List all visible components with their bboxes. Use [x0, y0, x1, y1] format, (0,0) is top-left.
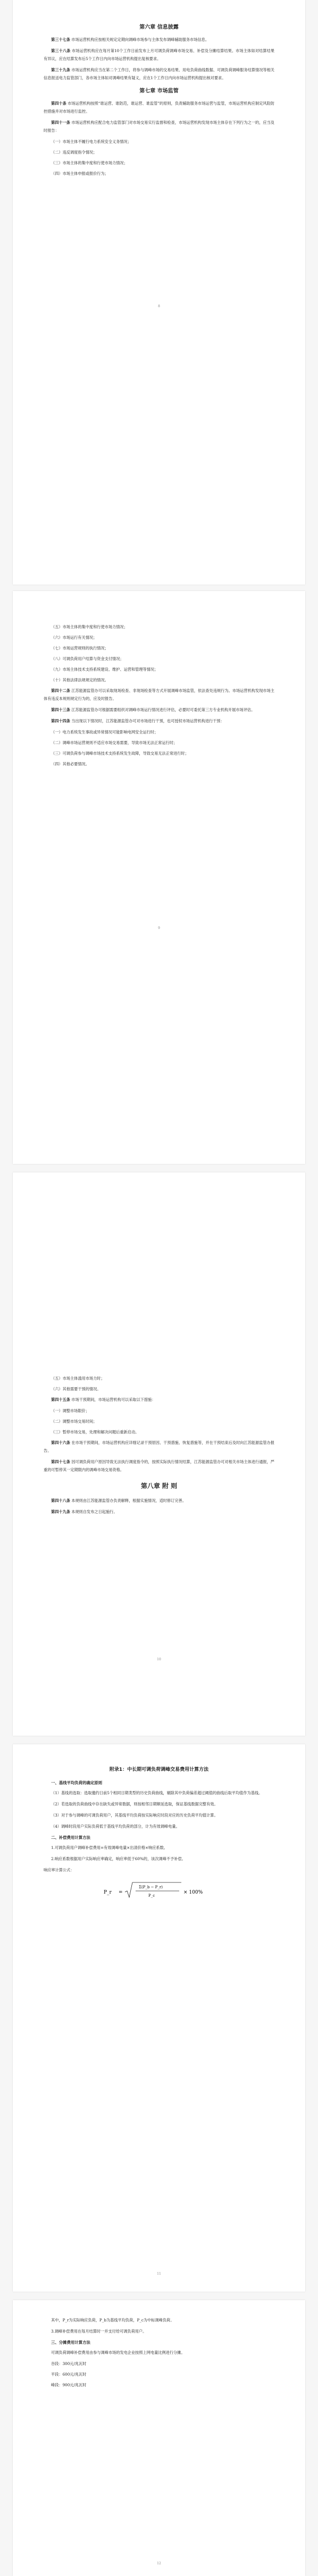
page-5-content — [44, 2316, 274, 2392]
formula-equals: = — [119, 1890, 123, 1895]
list-item: （三）市场主体的集中度和行使市场力情况； — [51, 161, 128, 165]
denominator: P_c — [148, 1894, 155, 1898]
list-item: （一）调整市场限价； — [51, 1408, 89, 1413]
list-item: （五）市场主体滥用市场力时； — [51, 1376, 105, 1381]
paragraph: 其中，P_r为实际响应负荷，P_b为基线平均负荷，P_c为中标调峰负荷。 — [51, 2318, 174, 2322]
list-item: （四）市场主体申报或报价行为； — [51, 171, 108, 176]
numerator: Σ(P_b − P_r) — [139, 1885, 163, 1889]
paragraph: （4）调峰时段用户实际负荷低于基线平均负荷的部分，计为有效调峰电量。 — [51, 1824, 180, 1829]
article-38: 第三十八条 市场运营机构应在每月第10个工作日前发布上月可调负荷调峰市场交易、补偿及分摊结算结果。市场主体如对结算结果有异议，应在结算发布后5个工作日内向市场运营机构提出复核要求。 — [44, 48, 274, 61]
section-heading: 一、基线平均负荷的确定原则 — [51, 1780, 103, 1785]
page-number: 9 — [158, 926, 160, 930]
document-page-5 — [13, 2300, 305, 2576]
formula-graphic — [101, 1879, 217, 1904]
article-37: 第三十七条 市场运营机构应按相关规定定期向调峰市场参与主体发布调峰辅助服务市场信息。 — [51, 37, 210, 42]
article-48: 第四十八条 本规则由江苏能源监管办负责解释，根据实施情况，适时修订完善。 — [51, 1498, 186, 1503]
page-number: 10 — [157, 1658, 161, 1661]
formula-label: 响应率计算公式： — [44, 1868, 74, 1872]
article-39: 第三十九条 市场运营机构应当在第二个工作日，将参与调峰市场的交易结果、用电负荷曲线数据、可调负荷调峰服务结算情况等相关信息报送电力监管部门，各市场主体如对调峰结果有疑义，应在1个工作日内向市场运营机构提出核对要求。 — [44, 67, 274, 80]
page-number: 8 — [158, 305, 160, 308]
page-1-content — [44, 18, 274, 180]
list-item: （四）其他必要情况。 — [51, 762, 89, 766]
document-page-4 — [13, 1744, 305, 2292]
article-41: 第四十一条 市场运营机构应配合电力监管部门对市场交易实行监督和检查，市场运营机构发现市场主体存在下列行为之一的，应当及时报告： — [44, 120, 274, 133]
paragraph: （2）若选取的负荷曲线中存在缺失或异常数据，则按相邻日期顺延选取，保证基线数据完整有效。 — [51, 1802, 218, 1806]
paragraph: 可调负荷调峰补偿费用由参与调峰市场的发电企业按照上网电量比例进行分摊。 — [51, 2350, 185, 2355]
list-item: （六）其他需要干预的情况。 — [51, 1387, 101, 1391]
page-number: 11 — [157, 2272, 161, 2276]
section-heading: 三、分摊费用计算方法 — [51, 2340, 90, 2345]
tariff-item: 谷段：300元/兆瓦时 — [51, 2361, 87, 2366]
document-page-1 — [13, 0, 305, 585]
chapter-8-title: 第八章 附 则 — [140, 1482, 178, 1490]
list-item: （五）市场主体的集中度和行使市场力情况； — [51, 624, 128, 629]
page-number: 12 — [157, 2562, 161, 2565]
document-page-3 — [13, 1172, 305, 1736]
paragraph: 1.可调负荷用户调峰补偿费用=有效调峰电量×出清价格×响应系数。 — [51, 1845, 168, 1850]
formula-variable: P_r — [104, 1890, 112, 1895]
page-3-content — [44, 1374, 274, 1519]
formula-multiplier: × 100% — [183, 1890, 203, 1895]
list-item: （八）可调负荷用户结算与资金支付情况； — [51, 656, 124, 661]
page-4-content — [44, 1762, 274, 1910]
list-item: （三）可调负荷参与调峰市场技术支持系统发生故障，导致交易无法正常进行时； — [51, 751, 189, 756]
paragraph: （1）基线的选取：选取邀约日前5个相同日期类型的历史负荷曲线，剔除其中负荷偏差超过阈值的曲线后取平均值作为基线。 — [51, 1790, 263, 1795]
tariff-item: 平段：600元/兆瓦时 — [51, 2372, 87, 2377]
list-item: （一）电力系统发生事故或异常情况可能影响电网安全运行时； — [51, 730, 158, 734]
article-42: 第四十二条 江苏能源监管办可以采取现场检查、非现场检查等方式开展调峰市场监管，依法查处违规行为。市场运营机构发现市场主体有违反本规则规定行为的，应及时报告。 — [44, 688, 274, 701]
list-item: （六）市场运行有关情况； — [51, 635, 97, 640]
article-44: 第四十四条 当出现以下情况时，江苏能源监管办可对市场进行干预，也可授权市场运营机构进行干预： — [51, 719, 224, 723]
section-heading: 二、补偿费用计算方法 — [51, 1835, 90, 1840]
page-2-content — [44, 623, 274, 771]
appendix-title: 附录1：中长期可调负荷调峰交易费用计算方法 — [109, 1767, 209, 1772]
article-49: 第四十九条 本规则自发布之日起施行。 — [51, 1509, 118, 1514]
article-45: 第四十五条 市场干预期间，市场运营机构可以采取以下措施： — [51, 1397, 156, 1402]
list-item: （十）其他法律法规规定的情况。 — [51, 678, 108, 682]
list-item: （三）暂停市场交易，处理和解决问题后重新启动。 — [51, 1430, 139, 1434]
tariff-item: 峰段：900元/兆瓦时 — [51, 2383, 87, 2387]
list-item: （二）调整市场交易时间； — [51, 1419, 97, 1424]
list-item: （二）违反调度指令情况； — [51, 150, 97, 155]
chapter-7-title: 第七章 市场监管 — [139, 88, 179, 94]
response-rate-formula — [44, 1879, 274, 1904]
paragraph: 2.响应系数根据用户实际响应率确定，响应率低于60%的，该次调峰不予补偿。 — [51, 1856, 186, 1861]
paragraph: 3.调峰补偿费用在每月结算时一并支付给可调负荷用户。 — [51, 2329, 147, 2334]
article-47: 第四十七条 因可调负荷用户原因导致无法执行调度指令的，按照实际执行情况结算，江苏能源监管办可对相关市场主体进行通报，严重的可暂停其一定期限内的调峰市场交易资格。 — [44, 1459, 274, 1472]
article-43: 第四十三条 江苏能源监管办可根据需要组织对调峰市场运行情况进行评估，必要时可委托第三方专业机构开展市场评估。 — [51, 707, 255, 712]
article-46: 第四十六条 在市场干预期间，市场运营机构应详细记录干预原因、干预措施、恢复措施等，并在干预结束后及时向江苏能源监管办报告。 — [44, 1440, 274, 1453]
document-page-2 — [13, 591, 305, 1164]
list-item: （一）市场主体不履行电力系统安全义务情况； — [51, 139, 131, 144]
chapter-6-title: 第六章 信息披露 — [139, 24, 179, 30]
paragraph: （3）对于参与调峰的可调负荷用户，其基线平均负荷按实际响应时段对应的历史负荷平均值计算。 — [51, 1813, 218, 1818]
list-item: （二）调峰市场运营规则不适应市场交易需要，导致市场无法正常运行时； — [51, 740, 178, 745]
list-item: （九）市场主体技术支持系统建设、维护、运营和管理等情况； — [51, 667, 158, 672]
list-item: （七）市场运营规则的执行情况； — [51, 646, 108, 651]
article-40: 第四十条 市场运营机构按照“谁运营、谁防范，谁运营、谁监管”的原则，负责辅助服务市场运营与监管，市场运营机构应制定风险防控措施并对市场进行监控。 — [44, 101, 274, 114]
